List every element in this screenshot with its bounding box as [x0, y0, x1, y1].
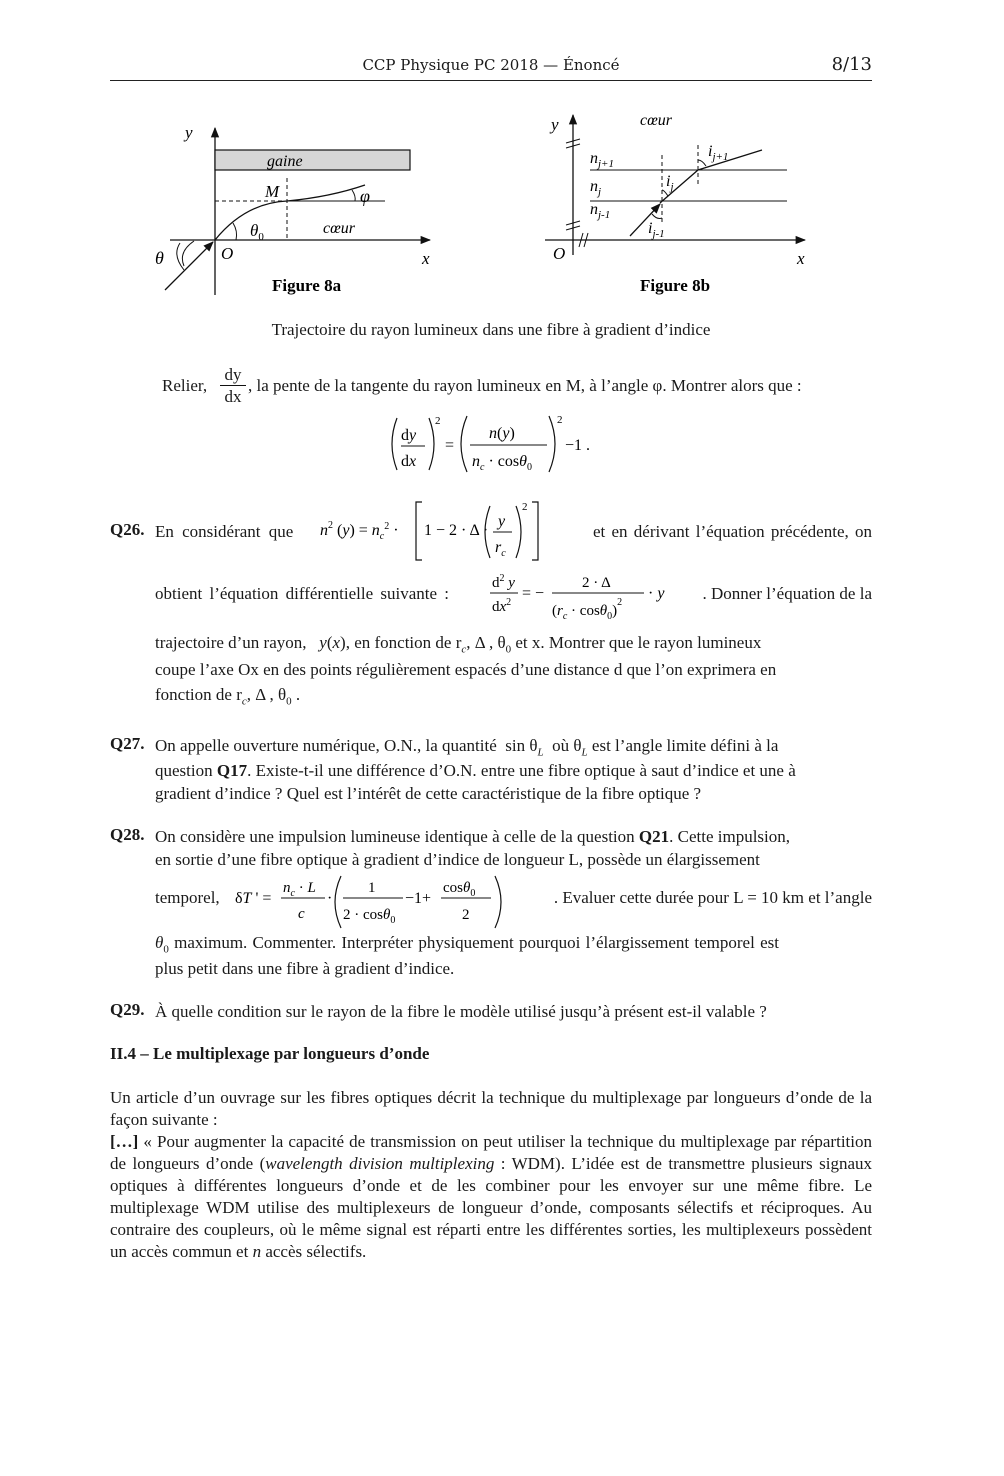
q26-line1b: et en dérivant l’équation précédente, on: [592, 522, 872, 541]
fig8a-coeur-label: cœur: [323, 220, 355, 237]
q26-line2a: obtient l’équation différentielle suivante :: [155, 584, 449, 603]
q28-dot: ·: [327, 890, 333, 907]
intro-after: , la pente de la tangente du rayon lumineux en M, à l’angle φ. Montrer alors que :: [248, 376, 802, 395]
q28-label: Q28.: [110, 825, 145, 844]
q26-line2b: . Donner l’équation de la: [702, 584, 872, 603]
q26-line1a: En considérant que: [155, 522, 294, 541]
fig8a-O-label: O: [221, 244, 234, 263]
fig8a-gaine-label: gaine: [267, 153, 303, 170]
article-p2e: accès sélectifs.: [261, 1242, 367, 1261]
fig8a-theta-arc: [177, 241, 194, 270]
q26-line3a: trajectoire d’un rayon,: [155, 633, 307, 652]
eq-ny: n(y): [489, 425, 515, 442]
article-ellipsis: […]: [110, 1132, 139, 1151]
q27-line3: gradient d’indice ? Quel est l’intérêt de cette caractéristique de la fibre optique ?: [155, 784, 702, 803]
q29-text: À quelle condition sur le rayon de la fibre le modèle utilisé jusqu’à présent est-il valable ?: [155, 1002, 767, 1021]
q28-l1c: . Cette impulsion,: [669, 827, 791, 846]
figure-8b: [545, 112, 805, 295]
equation-text-hidden: (dy/dx)² = ( n(y) / (n_c · cos θ₀) )² − 1 .: [385, 412, 401, 413]
q26-yx: y(x): [310, 633, 346, 652]
q26-2delta: 2 · Δ: [582, 575, 611, 591]
intro-before: Relier,: [162, 376, 208, 395]
q26-line3: trajectoire d’un rayon, y(x), en fonction de $r_c$, Δ , $\theta_0$ et x. Montrer que le rayon lumineux: [155, 633, 762, 656]
q26-line5c: .: [291, 685, 301, 704]
fig8a-y-label: y: [185, 123, 193, 142]
q27-l1d: est l’angle limite défini à la: [591, 736, 779, 755]
article-para-1: Un article d’un ouvrage sur les fibres optiques décrit la technique du multiplexage par longueurs d’onde de la façon suivante :: [110, 1088, 872, 1129]
q26-bracket-l: [416, 502, 422, 560]
q28-dT: δT ' =: [235, 890, 272, 907]
eq-minus-one: −1 .: [565, 437, 591, 454]
intro-fraction: [220, 364, 246, 408]
q26-line3d: et x. Montrer que le rayon lumineux: [511, 633, 762, 652]
q28-2cos: 2 · cosθ$_0$: [343, 907, 396, 926]
fig8b-i-j-label: $i_j$: [666, 173, 674, 193]
fig8b-arc-j: [662, 190, 668, 196]
q28-l1b: Q21: [638, 827, 670, 846]
fig8b-arc-jp1: [698, 160, 706, 166]
fig8a-caption: Figure 8a: [272, 276, 342, 295]
fig8b-i-jm1-label: $i_{j-1}$: [648, 220, 665, 240]
q28-l4: maximum. Commenter. Interpréter physiquement pourquoi l’élargissement temporel est: [168, 933, 779, 952]
article-p2d: n: [252, 1242, 262, 1261]
q28-cos: cosθ$_0$: [443, 880, 476, 899]
fig8a-incident-ray: [165, 242, 213, 290]
q28-one: 1: [368, 880, 376, 896]
fig8b-y-label: y: [551, 115, 559, 134]
fig8a-cladding-band: [215, 150, 410, 170]
eq-paren-r2: [549, 416, 555, 472]
fig8b-n-jp1-label: $n_{j+1}$: [590, 150, 614, 170]
eq-paren-l1: [392, 418, 397, 470]
eq-dx: dx: [401, 453, 417, 470]
fig8b-coeur-label: cœur: [640, 112, 672, 129]
q27-l1b: sin θ: [505, 736, 538, 755]
q28-line3b: . Evaluer cette durée pour L = 10 km et l’angle: [553, 888, 872, 907]
article-p2b: wavelength division multiplexing: [265, 1154, 495, 1173]
q28-line4: $\theta_0$ maximum. Commenter. Interpréter physiquement pourquoi l’élargissement temporel est: [155, 933, 779, 956]
q26-line4: coupe l’axe Ox en des points régulièrement espacés d’une distance d que l’on exprimera en: [155, 660, 777, 679]
eq-sq1: 2: [435, 415, 441, 427]
q26-bracket-r: [532, 502, 538, 560]
q26-rc: $r_c$: [495, 539, 506, 559]
fig8b-i-jp1-label: $i_{j+1}$: [708, 143, 729, 163]
fig8a-theta0-arc: [233, 223, 237, 240]
q28-m1p: −1+: [405, 890, 432, 907]
figures-svg: [0, 0, 1004, 310]
q28-theta0: θ: [155, 933, 164, 952]
q28-line5: plus petit dans une fibre à gradient d’indice.: [155, 959, 455, 978]
fig8a-theta-label: θ: [155, 248, 164, 268]
q26-dot-y: · y: [648, 585, 665, 602]
q28-2: 2: [462, 907, 470, 923]
q27-l2a: question: [155, 761, 213, 780]
fig8a-x-label: x: [422, 249, 430, 268]
q26-label: Q26.: [110, 520, 145, 539]
q28-l1a: On considère une impulsion lumineuse identique à celle de la question: [155, 827, 635, 846]
q28-eq-deltaT: [233, 872, 513, 930]
q28-line2: en sortie d’une fibre optique à gradient d’indice de longueur L, possède un élargissement: [155, 850, 760, 869]
eq-equals: =: [445, 437, 455, 454]
eq-paren-l2: [461, 416, 467, 472]
fig8a-phi-arc: [352, 190, 355, 201]
fig8b-x-label: x: [797, 249, 805, 268]
figure-8a: [155, 123, 430, 295]
eq-dy: dy: [401, 427, 417, 444]
article-para-2: [110, 1131, 872, 1263]
q27-line2: [155, 759, 871, 782]
q26-1minus: 1 − 2 · Δ ·: [424, 522, 489, 539]
q28-ncL: $n_c \cdot L$: [283, 880, 316, 899]
q26-line3b: , en fonction de r: [345, 633, 462, 652]
fig8a-phi-label: φ: [360, 186, 370, 206]
page-number: 8/13: [831, 54, 872, 75]
header-title: CCP Physique PC 2018 — Énoncé: [362, 56, 620, 74]
eq-sq2: 2: [557, 414, 563, 426]
q26-eq-n2: [318, 498, 546, 564]
q27-l1a: On appelle ouverture numérique, O.N., la quantité: [155, 736, 497, 755]
q26-line5b: , Δ , θ: [246, 685, 287, 704]
fig8b-n-jm1-label: $n_{j-1}$: [590, 201, 611, 221]
q28-c: c: [298, 906, 305, 922]
q28-line1: [155, 825, 871, 848]
eq-denom: $n_c \cdot \cos\theta_0$: [472, 453, 532, 473]
fig8b-arc-jm1: [652, 214, 662, 219]
fig8a-theta0-label: $\theta_0$: [250, 221, 264, 243]
q29-label: Q29.: [110, 1000, 145, 1019]
equation-slope: [385, 412, 615, 476]
q27-line1: On appelle ouverture numérique, O.N., la quantité $\sin \theta_L$ où $\theta_L$ est l’angle limite défini à la: [155, 736, 779, 759]
section-heading: II.4 – Le multiplexage par longueurs d’onde: [110, 1044, 430, 1063]
q26-denom: $(r_c \cdot \cos\theta_0)^2$: [552, 597, 623, 622]
fig8b-n-j-label: $n_j$: [590, 178, 602, 198]
figure-caption: Trajectoire du rayon lumineux dans une fibre à gradient d’indice: [271, 320, 711, 339]
intro-frac-num: dy: [220, 364, 246, 386]
q28-line3a: temporel,: [155, 888, 220, 907]
q26-n2y: $n^2$ $(y) = n_c^2$ ·: [320, 520, 399, 542]
q27-l1c: où θ: [552, 736, 582, 755]
q26-sq: 2: [522, 501, 528, 513]
article-p2c: : WDM). L’idée est de transmettre plusieurs signaux optiques à différentes longueurs d’onde et de les combiner pour les envoyer sur une même fibre. Le multiplexage WDM utilise des multiplexeurs de longueur d’onde, composants sélectifs et réciproques. Au contraire des coupleurs, où le même signal est réparti entre les différentes sorties, les multiplexeurs possèdent un accès commun et: [110, 1154, 872, 1261]
q27-l2c: . Existe-t-il une différence d’O.N. entre une fibre optique à saut d’indice et une à: [247, 761, 796, 780]
q26-line3c: , Δ , θ: [466, 633, 506, 652]
article-p2a: « Pour augmenter la capacité de transmission on peut utiliser la technique du multiplexage par répartition de longueurs d’onde (: [110, 1132, 872, 1173]
q26-eq-diff: [488, 567, 672, 625]
fig8b-caption: Figure 8b: [640, 276, 711, 295]
q26-line5: fonction de $r_c$, Δ , $\theta_0$ .: [155, 685, 301, 708]
q26-line5a: fonction de r: [155, 685, 242, 704]
fig8a-M-label: M: [265, 182, 280, 201]
q27-label: Q27.: [110, 734, 145, 753]
q26-dx2: $dx^2$: [492, 597, 512, 615]
q26-paren-r: [516, 506, 521, 558]
eq-paren-r1: [429, 418, 434, 470]
q28-paren-l: [335, 876, 341, 928]
q27-l2b: Q17: [216, 761, 248, 780]
q26-y: y: [498, 513, 506, 530]
intro-frac-den: dx: [224, 387, 242, 406]
intro-line: [162, 364, 872, 410]
q28-paren-r: [495, 876, 501, 928]
q26-eqminus: = −: [522, 585, 545, 602]
fig8b-O-label: O: [553, 244, 566, 263]
q26-d2y: $d^2$ y: [492, 573, 515, 591]
